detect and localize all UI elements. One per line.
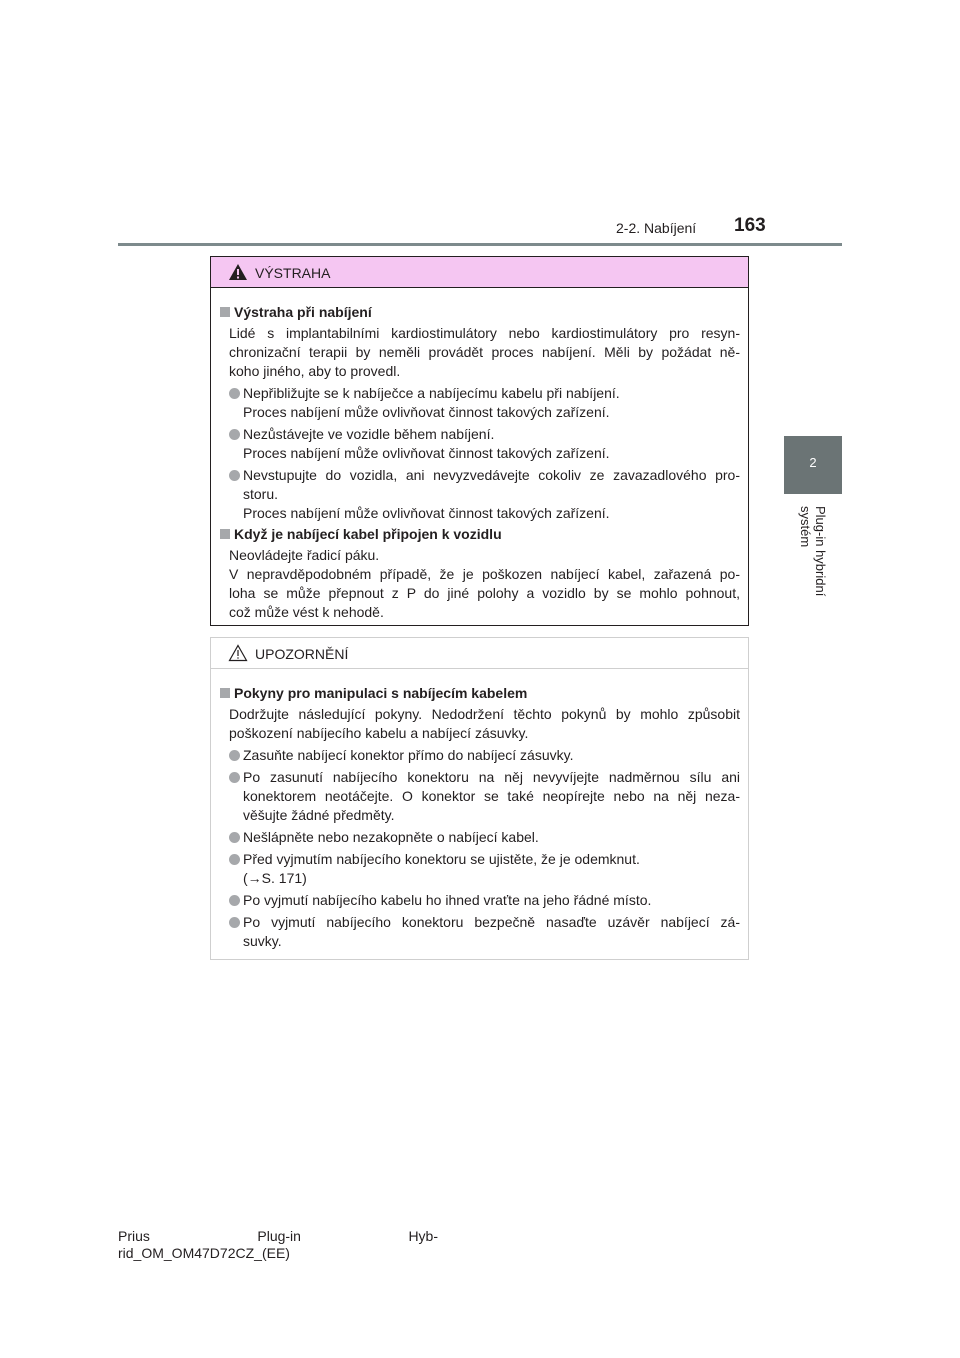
header-rule: [118, 243, 842, 246]
warning-box: [210, 256, 749, 626]
text-line: Po vyjmutí nabíjecího konektoru bezpečně nasaďte uzávěr nabíjecí zá-: [243, 914, 740, 930]
page-reference[interactable]: (→S. 171): [243, 870, 307, 886]
circle-bullet-icon: [229, 772, 240, 783]
circle-bullet-icon: [229, 917, 240, 928]
section-title: 2-2. Nabíjení: [616, 220, 697, 236]
square-bullet-icon: [220, 307, 230, 317]
text-line: Před vyjmutím nabíjecího konektoru se ujistěte, že je odemknut.: [243, 851, 640, 867]
page-number: 163: [734, 215, 766, 236]
caution-box: [210, 637, 749, 960]
text-line: Po zasunutí nabíjecího konektoru na něj nevyvíjejte nadměrnou sílu ani: [243, 769, 740, 785]
section-heading: [219, 525, 740, 544]
text-line: Proces nabíjení může ovlivňovat činnost takových zařízení.: [243, 505, 610, 521]
text-line: Dodržujte následující pokyny. Nedodržení těchto pokynů by mohlo způsobit: [229, 706, 740, 722]
paragraph: [219, 546, 740, 622]
warning-header: [211, 257, 748, 288]
paragraph: [219, 705, 740, 743]
circle-bullet-icon: [229, 388, 240, 399]
chapter-number-tab: 2: [784, 436, 842, 494]
list-item: [219, 913, 740, 951]
list-item: [219, 891, 740, 910]
text-line: Po vyjmutí nabíjecího kabelu ho ihned vraťte na jeho řádné místo.: [243, 892, 652, 908]
section-heading-text: Výstraha při nabíjení: [234, 304, 372, 320]
text-line: Zasuňte nabíjecí konektor přímo do nabíjecí zásuvky.: [243, 747, 574, 763]
square-bullet-icon: [220, 688, 230, 698]
footer-line-2: rid_OM_OM47D72CZ_(EE): [118, 1245, 290, 1261]
footer-word: Plug-in: [257, 1228, 301, 1244]
text-line: loha se může přepnout z P do jiné polohy a vozidlo by se mohlo pohnout,: [229, 585, 740, 601]
text-line: poškození nabíjecího kabelu a nabíjecí zásuvky.: [229, 725, 529, 741]
list-item: [219, 768, 740, 825]
caution-title: UPOZORNĚNÍ: [255, 646, 349, 662]
circle-bullet-icon: [229, 470, 240, 481]
text-line: Neovládejte řadicí páku.: [229, 547, 380, 563]
list-item: [219, 850, 740, 888]
list-item: [219, 466, 740, 523]
text-line: Lidé s implantabilními kardiostimulátory nebo kardiostimulátory pro resyn-: [229, 325, 740, 341]
text-line: storu.: [243, 486, 279, 502]
caution-icon: [228, 644, 248, 662]
section-heading: [219, 303, 740, 322]
list-item: [219, 384, 740, 422]
text-line: suvky.: [243, 933, 282, 949]
section-heading: [219, 684, 740, 703]
footer-word: Hyb-: [408, 1228, 438, 1244]
text-line: Nevstupujte do vozidla, ani nevyzvedávejte cokoliv ze zavazadlového pro-: [243, 467, 740, 483]
section-heading-text: Pokyny pro manipulaci s nabíjecím kabelem: [234, 685, 528, 701]
list-item: [219, 828, 740, 847]
text-line: chronizační terapii by neměli provádět proces nabíjení. Měli by požádat ně-: [229, 344, 740, 360]
text-line: konektorem neotáčejte. O konektor se také neopírejte nebo na něj neza-: [243, 788, 740, 804]
square-bullet-icon: [220, 529, 230, 539]
footer-line-1: [118, 1228, 438, 1245]
text-line: Nezůstávejte ve vozidle během nabíjení.: [243, 426, 495, 442]
list-item: [219, 425, 740, 463]
caution-body: [211, 669, 748, 951]
chapter-title: Plug-in hybridní systém: [798, 506, 828, 597]
text-line: věšujte žádné předměty.: [243, 807, 395, 823]
caution-header: [211, 638, 748, 669]
footer-doc-id: [118, 1228, 438, 1262]
warning-body: [211, 288, 748, 622]
circle-bullet-icon: [229, 854, 240, 865]
text-line: což může vést k nehodě.: [229, 604, 384, 620]
text-line: koho jiného, aby to provedl.: [229, 363, 401, 379]
text-line: Nepřibližujte se k nabíječce a nabíjecímu kabelu při nabíjení.: [243, 385, 620, 401]
circle-bullet-icon: [229, 750, 240, 761]
footer-word: Prius: [118, 1228, 150, 1244]
section-heading-text: Když je nabíjecí kabel připojen k vozidlu: [234, 526, 502, 542]
chapter-side-label: [784, 494, 842, 624]
text-line: Nešlápněte nebo nezakopněte o nabíjecí kabel.: [243, 829, 539, 845]
paragraph: [219, 324, 740, 381]
list-item: [219, 746, 740, 765]
warning-icon: [228, 263, 248, 281]
warning-title: VÝSTRAHA: [255, 265, 331, 281]
text-line: Proces nabíjení může ovlivňovat činnost takových zařízení.: [243, 404, 610, 420]
text-line: Proces nabíjení může ovlivňovat činnost takových zařízení.: [243, 445, 610, 461]
circle-bullet-icon: [229, 429, 240, 440]
text-line: V nepravděpodobném případě, že je poškozen nabíjecí kabel, zařazená po-: [229, 566, 740, 582]
circle-bullet-icon: [229, 832, 240, 843]
circle-bullet-icon: [229, 895, 240, 906]
